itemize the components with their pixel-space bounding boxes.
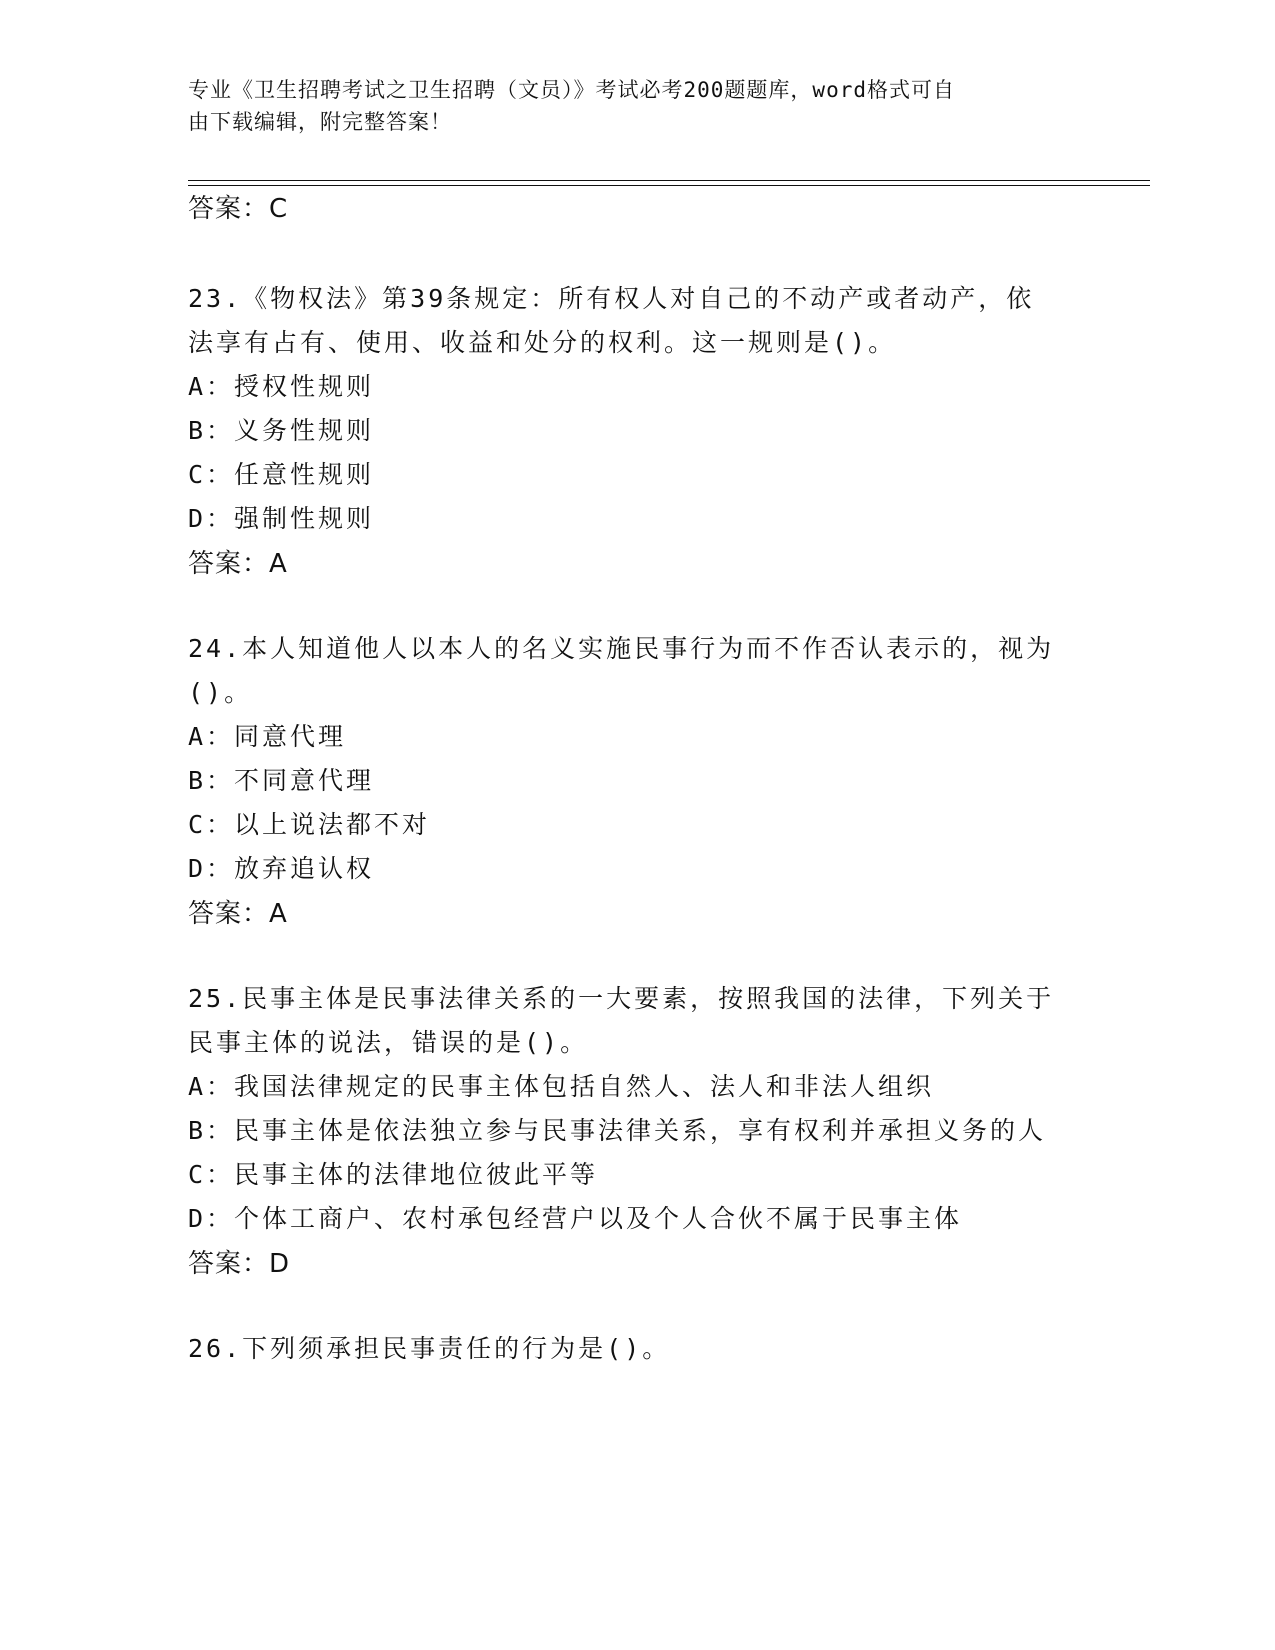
question-25-text-line-2: 民事主体的说法，错误的是()。 <box>188 1028 589 1057</box>
question-24-option-c: C：以上说法都不对 <box>188 810 431 839</box>
question-24-option-a: A：同意代理 <box>188 722 347 751</box>
header-divider-top <box>188 180 1150 181</box>
question-23-option-d: D：强制性规则 <box>188 504 375 533</box>
question-23-option-a: A：授权性规则 <box>188 372 375 401</box>
question-24-option-b: B：不同意代理 <box>188 766 375 795</box>
question-25-option-a: A：我国法律规定的民事主体包括自然人、法人和非法人组织 <box>188 1072 935 1101</box>
question-23-option-c: C：任意性规则 <box>188 460 375 489</box>
document-header <box>188 74 1068 138</box>
question-25-option-b: B：民事主体是依法独立参与民事法律关系，享有权利并承担义务的人 <box>188 1116 1047 1145</box>
question-24-text-line-1: 24.本人知道他人以本人的名义实施民事行为而不作否认表示的，视为 <box>188 634 1055 663</box>
question-25-text-line-1: 25.民事主体是民事法律关系的一大要素，按照我国的法律，下列关于 <box>188 984 1055 1013</box>
header-line-2: 由下载编辑，附完整答案！ <box>188 110 452 134</box>
question-23-text-line-1: 23.《物权法》第39条规定：所有权人对自己的不动产或者动产，依 <box>188 284 1035 313</box>
question-23-text-line-2: 法享有占有、使用、收益和处分的权利。这一规则是()。 <box>188 328 897 357</box>
header-line-1: 专业《卫生招聘考试之卫生招聘（文员）》考试必考200题题库，word格式可自 <box>188 78 955 102</box>
question-26-text-line-1: 26.下列须承担民事责任的行为是()。 <box>188 1334 671 1363</box>
header-divider-bottom <box>188 185 1150 186</box>
question-23-answer: 答案：A <box>188 549 288 579</box>
question-24-text-line-2: ()。 <box>188 678 253 707</box>
question-25-option-d: D：个体工商户、农村承包经营户以及个人合伙不属于民事主体 <box>188 1204 963 1233</box>
question-25-answer: 答案：D <box>188 1249 291 1279</box>
question-23-option-b: B：义务性规则 <box>188 416 375 445</box>
question-24-option-d: D：放弃追认权 <box>188 854 375 883</box>
question-25-option-c: C：民事主体的法律地位彼此平等 <box>188 1160 599 1189</box>
question-24-answer: 答案：A <box>188 899 288 929</box>
previous-answer: 答案：C <box>188 194 289 224</box>
